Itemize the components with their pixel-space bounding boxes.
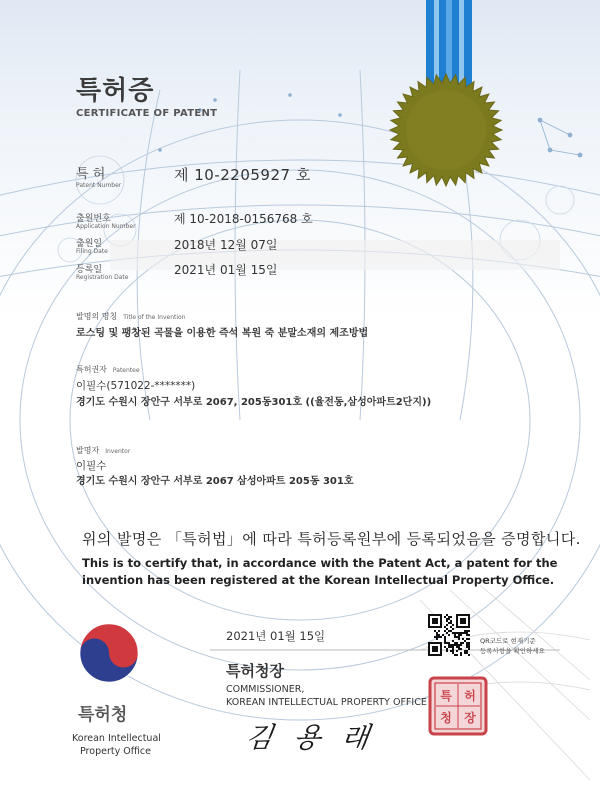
registration-date-label-en: Registration Date — [76, 274, 129, 281]
patentee-name: 이필수(571022-*******) — [76, 380, 196, 392]
application-number-label-en: Application Number — [76, 223, 136, 230]
svg-text:청: 청 — [440, 711, 452, 725]
patentee-label — [76, 364, 140, 375]
invention-title-label — [76, 311, 186, 322]
svg-text:장: 장 — [464, 711, 476, 725]
inventor-address: 경기도 수원시 장안구 서부로 2067 삼성아파트 205동 301호 — [76, 476, 354, 487]
patentee-address: 경기도 수원시 장안구 서부로 2067, 205동301호 ((율전동,삼성아파트2단지)) — [76, 397, 432, 408]
commissioner-title-en-line1: COMMISSIONER, — [226, 684, 305, 695]
patentee-label-ko: 특허권자 — [76, 365, 107, 374]
filing-date-value: 2018년 12월 07일 — [174, 238, 278, 252]
application-number-value: 제 10-2018-0156768 호 — [174, 212, 313, 226]
office-name-ko: 특허청 — [78, 705, 128, 725]
certification-statement-ko: 위의 발명은 「특허법」에 따라 특허등록원부에 등록되었음을 증명합니다. — [82, 530, 581, 548]
registration-date-value: 2021년 01월 15일 — [174, 263, 278, 277]
svg-text:특: 특 — [440, 689, 452, 703]
qr-code-icon[interactable] — [428, 614, 470, 656]
svg-text:허: 허 — [464, 689, 476, 703]
invention-title-label-ko: 발명의 명칭 — [76, 312, 118, 321]
application-number-label: 출원번호 — [76, 214, 111, 224]
kipo-logo-icon — [78, 622, 140, 684]
inventor-label-en: Inventor — [105, 448, 131, 455]
commissioner-signature: 김 용 래 — [243, 721, 378, 754]
office-name-en-line2: Property Office — [80, 746, 151, 757]
patent-number-value: 제 10-2205927 호 — [174, 166, 311, 184]
certificate-title: 특허증 — [76, 76, 155, 106]
patent-number-label-en: Patent Number — [76, 182, 122, 189]
certificate-subtitle: CERTIFICATE OF PATENT — [76, 108, 218, 119]
qr-instruction-line1: QR코드로 현재기준 — [480, 637, 536, 645]
inventor-name: 이필수 — [76, 460, 107, 472]
patent-number-label: 특 허 — [76, 167, 106, 182]
filing-date-label-en: Filing Date — [76, 248, 108, 255]
certification-statement-en-line1: This is to certify that, in accordance with the Patent Act, a patent for the — [82, 556, 558, 570]
commissioner-title-en-line2: KOREAN INTELLECTUAL PROPERTY OFFICE — [226, 697, 427, 708]
invention-title-label-en: Title of the Invention — [123, 314, 186, 321]
inventor-label-ko: 발명자 — [76, 446, 100, 455]
inventor-label — [76, 445, 130, 456]
patentee-label-en: Patentee — [112, 367, 140, 374]
office-name-en-line1: Korean Intellectual — [72, 733, 161, 744]
qr-instruction-line2: 등록사항을 확인하세요 — [480, 647, 545, 655]
official-stamp-icon — [428, 676, 488, 736]
invention-title-value: 로스팅 및 팽창된 곡물을 이용한 즉석 복원 죽 분말소재의 제조방법 — [76, 328, 369, 339]
issue-date: 2021년 01월 15일 — [226, 629, 326, 643]
filing-date-label: 출원일 — [76, 239, 103, 249]
commissioner-title-ko: 특허청장 — [226, 662, 284, 680]
gold-seal-icon — [386, 70, 506, 190]
certification-statement-en-line2: invention has been registered at the Korean Intellectual Property Office. — [82, 573, 555, 587]
registration-date-label: 등록일 — [76, 265, 103, 275]
